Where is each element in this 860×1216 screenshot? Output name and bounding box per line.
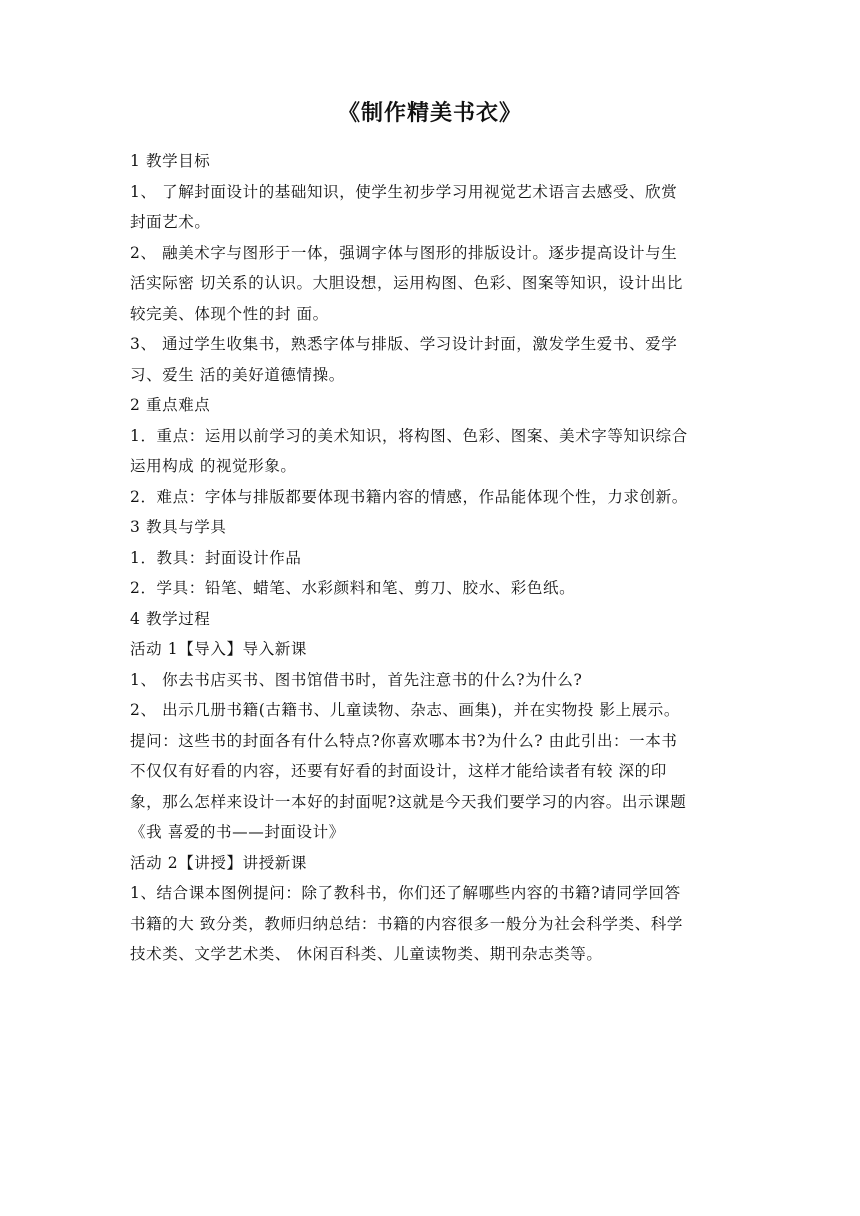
text-line: 较完美、体现个性的封 面。 (130, 304, 329, 323)
text-line: 习、爱生 活的美好道德情操。 (130, 365, 345, 384)
heading-teaching-goals: 1 教学目标 (130, 152, 211, 170)
heading-activity-2: 活动 2【讲授】讲授新课 (130, 853, 307, 872)
text-line: 不仅仅有好看的内容，还要有好看的封面设计，这样才能给读者有较 深的印 (130, 762, 667, 780)
document-title: 《制作精美书衣》 (337, 101, 522, 126)
document-body (130, 146, 734, 970)
heading-activity-1: 活动 1【导入】导入新课 (130, 640, 307, 658)
text-line: 技术类、文学艺术类、 休闲百科类、儿童读物类、期刊杂志类等。 (130, 945, 603, 963)
text-line: 2、 出示几册书籍(古籍书、儿童读物、杂志、画集)，并在实物投 影上展示。 (130, 701, 681, 719)
heading-teaching-process: 4 教学过程 (130, 609, 211, 628)
text-line: 封面艺术。 (130, 213, 211, 231)
text-line: 1、 了解封面设计的基础知识，使学生初步学习用视觉艺术语言去感受、欣赏 (130, 182, 678, 201)
text-line: 提问：这些书的封面各有什么特点?你喜欢哪本书?为什么? 由此引出：一本书 (130, 731, 678, 750)
text-line: 活实际密 切关系的认识。大胆设想，运用构图、色彩、图案等知识，设计出比 (130, 274, 683, 292)
text-line: 1、结合课本图例提问：除了教科书，你们还了解哪些内容的书籍?请同学回答 (130, 884, 681, 902)
text-line: 象，那么怎样来设计一本好的封面呢?这就是今天我们要学习的内容。出示课题 (130, 792, 687, 811)
text-line: 1、 你去书店买书、图书馆借书时，首先注意书的什么?为什么? (130, 670, 583, 689)
text-line: 《我 喜爱的书——封面设计》 (130, 823, 345, 841)
text-line: 2．难点：字体与排版都要体现书籍内容的情感，作品能体现个性，力求创新。 (130, 487, 688, 506)
text-line: 3、 通过学生收集书，熟悉字体与排版、学习设计封面，激发学生爱书、爱学 (130, 335, 678, 353)
heading-key-points: 2 重点难点 (130, 396, 211, 414)
text-line: 2、 融美术字与图形于一体，强调字体与图形的排版设计。逐步提高设计与生 (130, 243, 678, 262)
text-line: 1．重点：运用以前学习的美术知识，将构图、色彩、图案、美术字等知识综合 (130, 426, 688, 445)
text-line: 1．教具：封面设计作品 (130, 548, 302, 567)
text-line: 2．学具：铅笔、蜡笔、水彩颜料和笔、剪刀、胶水、彩色纸。 (130, 579, 576, 597)
text-line: 运用构成 的视觉形象。 (130, 457, 297, 475)
heading-teaching-tools: 3 教具与学具 (130, 518, 227, 536)
text-line: 书籍的大 致分类，教师归纳总结：书籍的内容很多一般分为社会科学类、科学 (130, 914, 683, 933)
